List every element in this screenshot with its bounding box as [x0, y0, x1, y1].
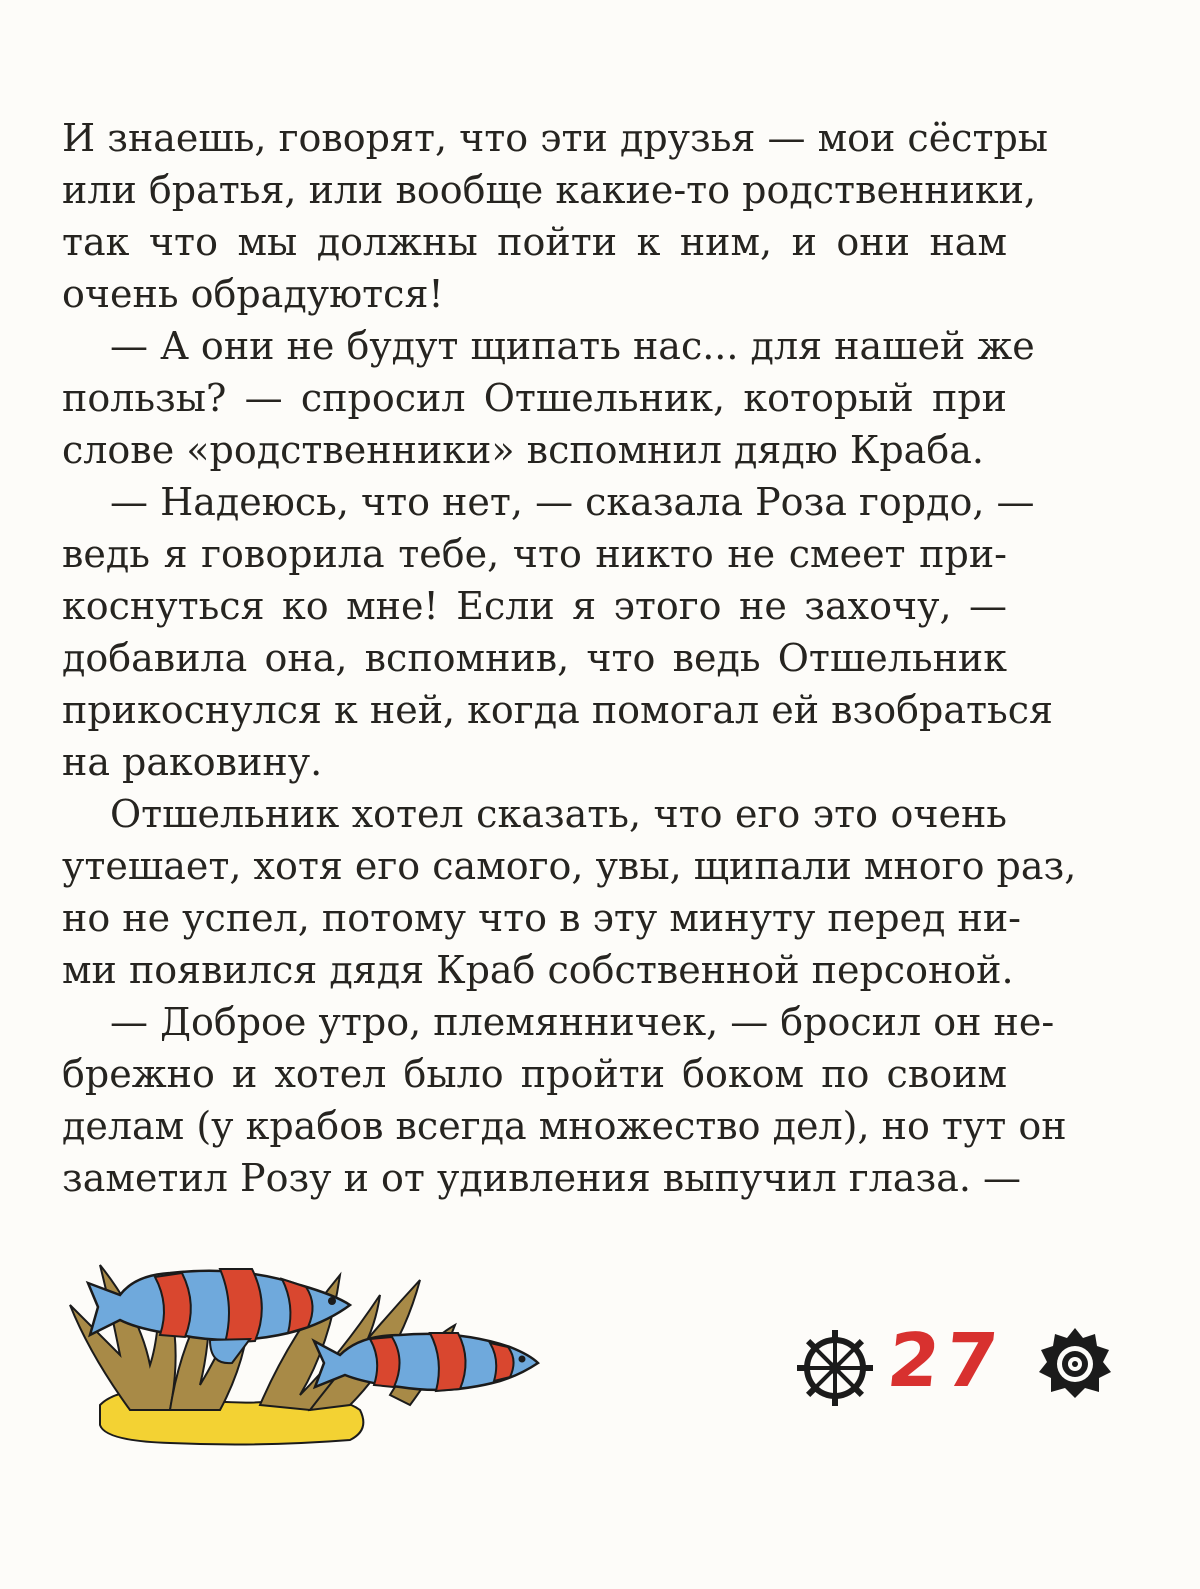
- text-line-11: добавила она, вспомнив, что ведь Отшельник: [62, 636, 1007, 680]
- text-line-6: пользы? — спросил Отшельник, который при: [62, 376, 1007, 420]
- text-line-1: И знаешь, говорят, что эти друзья — мои сёстры: [62, 116, 1049, 160]
- text-line-17: ми появился дядя Краб собственной персоной.: [62, 948, 1014, 992]
- text-line-15: утешает, хотя его самого, увы, щипали много раз,: [62, 844, 1077, 888]
- story-text: [62, 112, 1077, 1204]
- text-line-19: брежно и хотел было пройти боком по своим: [62, 1052, 1007, 1096]
- text-line-5: — А они не будут щипать нас... для нашей же: [110, 324, 1035, 368]
- text-line-7: слове «родственники» вспомнил дядю Краба.: [62, 428, 984, 472]
- text-line-16: но не успел, потому что в эту минуту перед ни-: [62, 896, 1021, 940]
- text-line-2: или братья, или вообще какие-то родственники,: [62, 168, 1037, 212]
- wheel-icon: [795, 1328, 875, 1408]
- text-line-8: — Надеюсь, что нет, — сказала Роза гордо, —: [110, 480, 1035, 524]
- gear-flower-icon: [1035, 1324, 1115, 1404]
- text-line-14: Отшельник хотел сказать, что его это очень: [110, 792, 1007, 836]
- text-line-4: очень обрадуются!: [62, 272, 444, 316]
- page-number-area: [795, 1318, 1115, 1408]
- text-line-10: коснуться ко мне! Если я этого не захочу, —: [62, 584, 1007, 628]
- text-line-21: заметил Розу и от удивления выпучил глаза. —: [62, 1156, 1022, 1200]
- text-line-20: делам (у крабов всегда множество дел), но тут он: [62, 1104, 1067, 1148]
- text-line-13: на раковину.: [62, 740, 323, 784]
- clownfish-seaweed-illustration: [60, 1235, 550, 1450]
- text-line-9: ведь я говорила тебе, что никто не смеет при-: [62, 532, 1007, 576]
- text-line-18: — Доброе утро, племянничек, — бросил он не-: [110, 1000, 1055, 1044]
- page-number: 27: [883, 1318, 1008, 1404]
- text-line-3: так что мы должны пойти к ним, и они нам: [62, 220, 1007, 264]
- text-line-12: прикоснулся к ней, когда помогал ей взобраться: [62, 688, 1053, 732]
